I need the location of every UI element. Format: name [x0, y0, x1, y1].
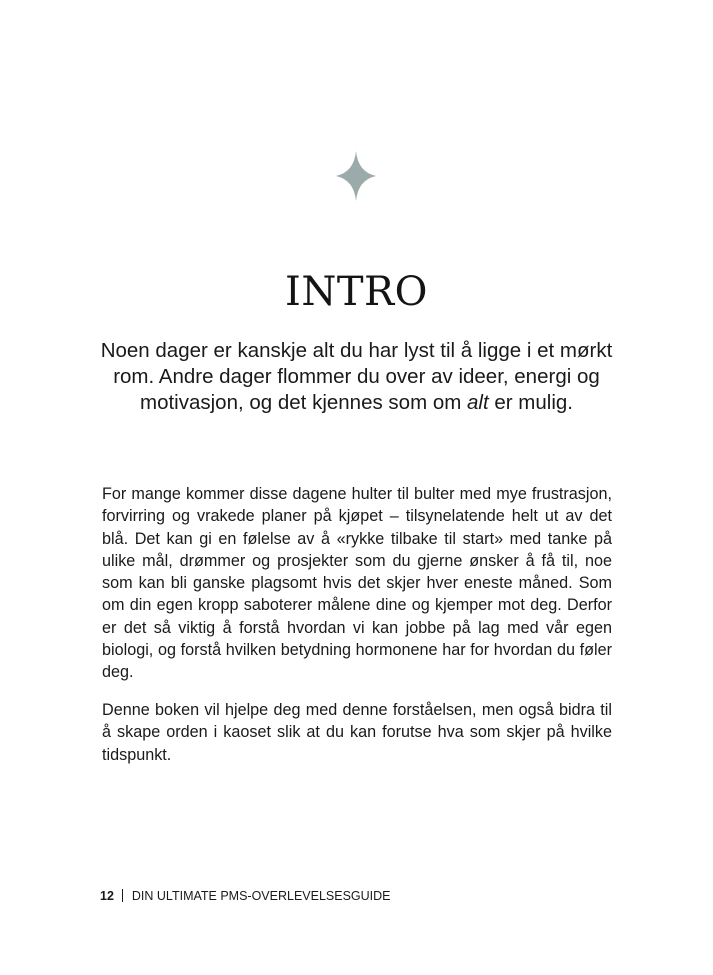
- footer-divider: [122, 889, 123, 902]
- body-paragraph: For mange kommer disse dagene hulter til bulter med mye frustrasjon, forvirring og vrakede planer på kjøpet – tilsynelatende helt ut av det blå. Det kan gi en følelse av å «rykke tilbake til start» med tanke på ulike mål, drømmer og prosjekter som du gjerne ønsker å få til, noe som kan bli ganske plagsomt hvis det skjer hver eneste måned. Som om din egen kropp saboterer målene dine og kjemper mot deg. Derfor er det så viktig å forstå hvordan vi kan jobbe på lag med vår egen biologi, og forstå hvilken betydning hormonene har for hvordan du føler deg.: [102, 485, 612, 682]
- lead-text-start: Noen dager er kanskje alt du har lyst til å ligge i et mørkt rom. Andre dager flommer du over av ideer, energi og motivasjon, og det kjennes som om: [100, 339, 613, 414]
- running-title: DIN ULTIMATE PMS-OVERLEVELSESGUIDE: [131, 889, 391, 903]
- lead-text-end: er mulig.: [488, 391, 573, 414]
- lead-paragraph: [90, 338, 623, 416]
- lead-emphasis: alt: [467, 391, 489, 414]
- page-number: 12: [100, 889, 114, 903]
- page-title: INTRO: [285, 269, 428, 315]
- body-paragraph: Denne boken vil hjelpe deg med denne forståelsen, men også bidra til å skape orden i kaoset slik at du kan forutse hva som skjer på hvilke tidspunkt.: [102, 701, 612, 764]
- page-footer: [100, 887, 391, 905]
- four-point-star-icon: [336, 151, 376, 201]
